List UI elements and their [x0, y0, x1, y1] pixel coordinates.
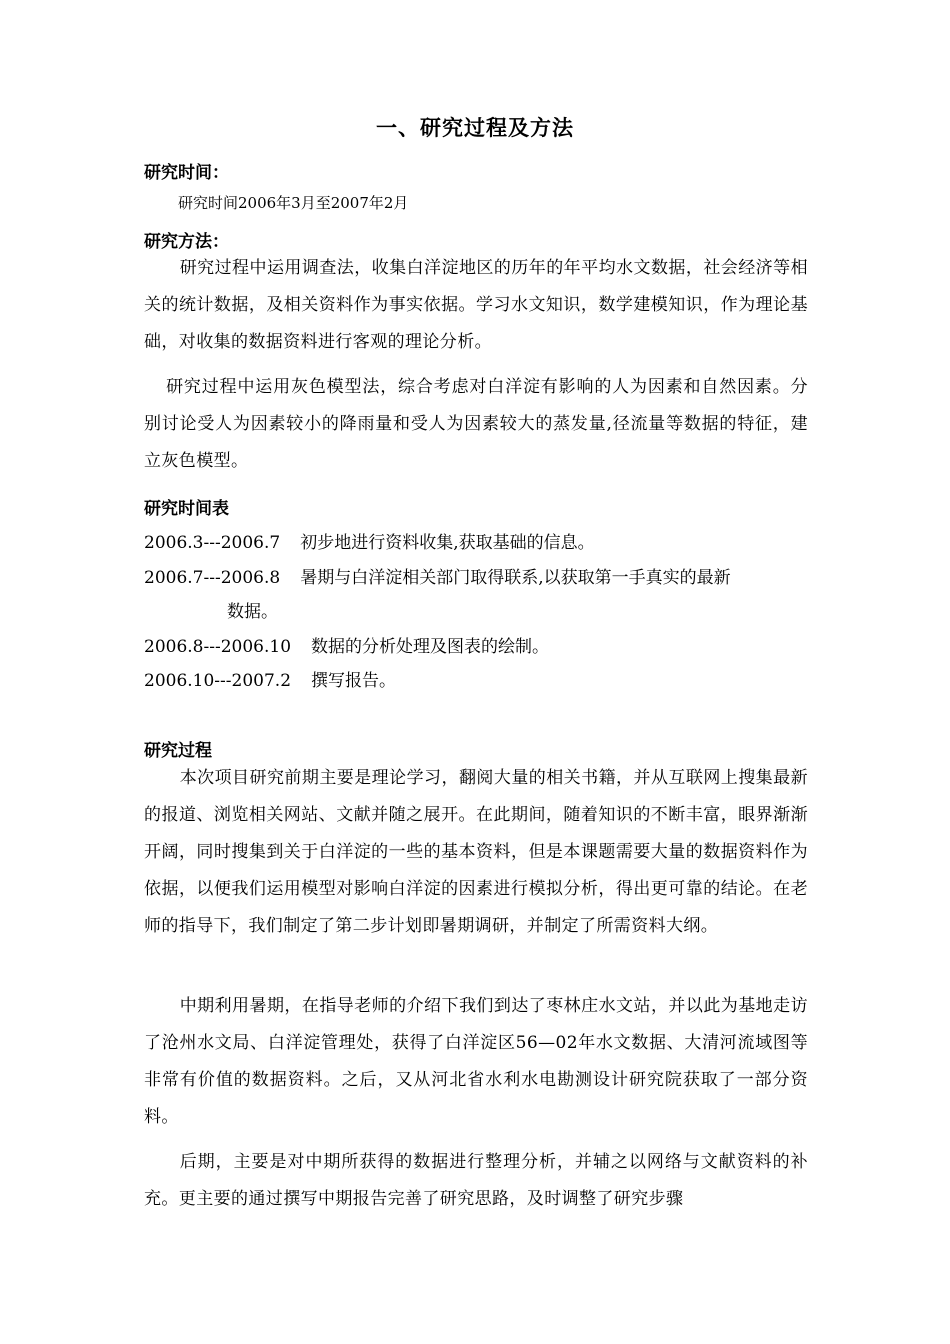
schedule-desc: 数据的分析处理及图表的绘制。 — [311, 637, 550, 657]
schedule-range: 2006.3---2006.7 — [144, 533, 281, 553]
research-time-heading: 研究时间： — [144, 163, 229, 183]
schedule-item — [144, 632, 549, 657]
schedule-item — [144, 666, 396, 691]
process-paragraph-3: 后期，主要是对中期所获得的数据进行整理分析，并辅之以网络与文献资料的补充。更主要的通过撰写中期报告完善了研究思路，及时调整了研究步骤 — [144, 1152, 808, 1209]
schedule-item — [144, 563, 731, 588]
schedule-item — [144, 528, 595, 553]
method-paragraph-1: 研究过程中运用调查法，收集白洋淀地区的历年的年平均水文数据，社会经济等相关的统计数据，及相关资料作为事实依据。学习水文知识，数学建模知识，作为理论基础，对收集的数据资料进行客观的理论分析。 — [144, 258, 808, 352]
schedule-range: 2006.7---2006.8 — [144, 568, 281, 588]
schedule-range: 2006.8---2006.10 — [144, 637, 292, 657]
process-paragraph-1: 本次项目研究前期主要是理论学习，翻阅大量的相关书籍，并从互联网上搜集最新的报道、浏览相关网站、文献并随之展开。在此期间，随着知识的不断丰富，眼界渐渐开阔，同时搜集到关于白洋淀的一些的基本资料，但是本课题需要大量的数据资料作为依据，以便我们运用模型对影响白洋淀的因素进行模拟分析，得出更可靠的结论。在老师的指导下，我们制定了第二步计划即暑期调研，并制定了所需资料大纲。 — [144, 768, 808, 936]
method-paragraph-2: 研究过程中运用灰色模型法，综合考虑对白洋淀有影响的人为因素和自然因素。分别讨论受人为因素较小的降雨量和受人为因素较大的蒸发量,径流量等数据的特征，建立灰色模型。 — [144, 377, 808, 471]
schedule-desc: 暑期与白洋淀相关部门取得联系,以获取第一手真实的最新 — [300, 568, 731, 588]
page-title: 一、研究过程及方法 — [376, 116, 574, 140]
research-time-text: 研究时间2006年3月至2007年2月 — [178, 194, 409, 212]
schedule-range: 2006.10---2007.2 — [144, 671, 292, 691]
schedule-heading: 研究时间表 — [144, 499, 229, 519]
schedule-desc: 撰写报告。 — [311, 671, 397, 691]
process-paragraph-2: 中期利用暑期，在指导老师的介绍下我们到达了枣林庄水文站，并以此为基地走访了沧州水文局、白洋淀管理处，获得了白洋淀区56—02年水文数据、大清河流域图等非常有价值的数据资料。之后，又从河北省水利水电勘测设计研究院获取了一部分资料。 — [144, 996, 808, 1127]
process-heading: 研究过程 — [144, 741, 212, 761]
schedule-desc: 初步地进行资料收集,获取基础的信息。 — [300, 533, 595, 553]
schedule-desc-continuation: 数据。 — [227, 602, 278, 622]
research-method-heading: 研究方法： — [144, 232, 229, 252]
